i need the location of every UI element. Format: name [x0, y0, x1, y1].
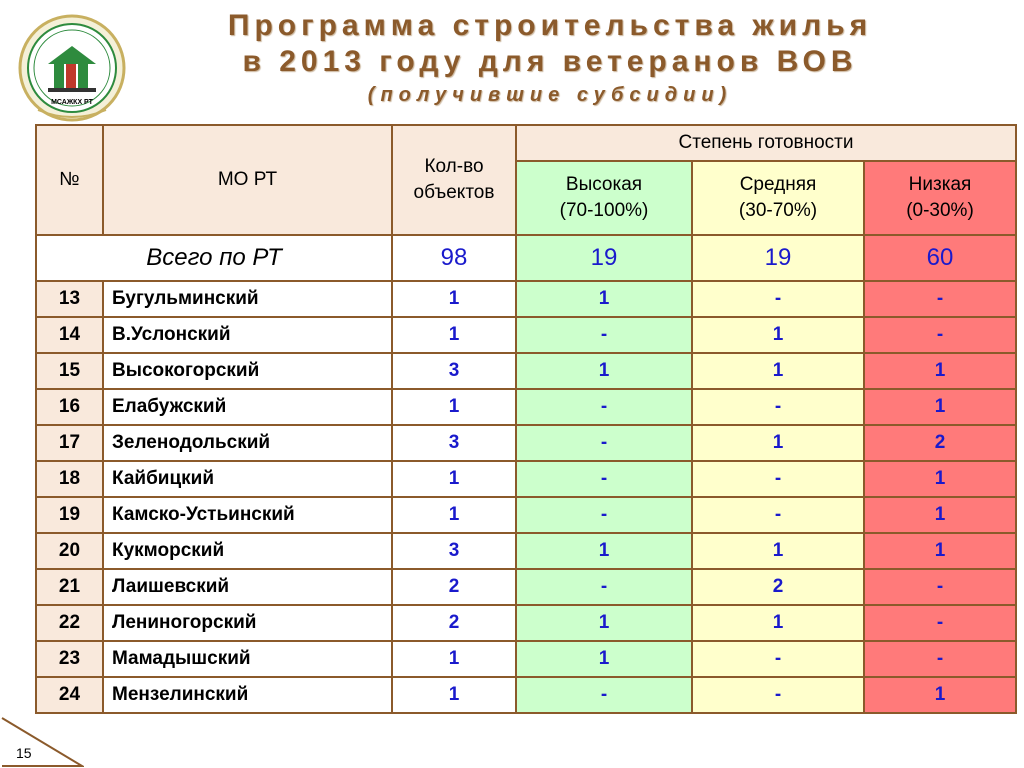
- header-low: [864, 161, 1016, 235]
- row-mid: 1: [692, 533, 864, 569]
- row-low: 2: [864, 425, 1016, 461]
- row-district: В.Услонский: [103, 317, 392, 353]
- row-num: 24: [36, 677, 103, 713]
- row-mid: 1: [692, 353, 864, 389]
- row-high: -: [516, 317, 692, 353]
- header-num: №: [36, 125, 103, 235]
- page-title: [150, 8, 950, 108]
- row-count: 2: [392, 569, 516, 605]
- row-low: 1: [864, 389, 1016, 425]
- table-row: [36, 533, 1016, 569]
- row-num: 20: [36, 533, 103, 569]
- row-district: Лаишевский: [103, 569, 392, 605]
- row-high: -: [516, 497, 692, 533]
- logo-text: МСАЖКХ РТ: [51, 99, 93, 106]
- row-count: 1: [392, 281, 516, 317]
- row-low: -: [864, 317, 1016, 353]
- total-high: 19: [516, 235, 692, 281]
- row-low: -: [864, 605, 1016, 641]
- row-low: 1: [864, 497, 1016, 533]
- header-low-range: (0-30%): [906, 200, 974, 221]
- row-mid: -: [692, 281, 864, 317]
- row-mid: 2: [692, 569, 864, 605]
- header-mid-range: (30-70%): [738, 200, 818, 221]
- row-high: 1: [516, 533, 692, 569]
- page-corner-decoration: [0, 716, 84, 768]
- row-district: Кайбицкий: [103, 461, 392, 497]
- row-num: 18: [36, 461, 103, 497]
- row-count: 1: [392, 641, 516, 677]
- housing-program-table: [35, 124, 1017, 714]
- table-row: [36, 317, 1016, 353]
- row-district: Кукморский: [103, 533, 392, 569]
- header-high: [516, 161, 692, 235]
- row-high: -: [516, 461, 692, 497]
- table-row: [36, 641, 1016, 677]
- table-row: [36, 461, 1016, 497]
- row-low: 1: [864, 353, 1016, 389]
- row-count: 3: [392, 353, 516, 389]
- row-low: -: [864, 281, 1016, 317]
- row-mid: 1: [692, 317, 864, 353]
- row-high: 1: [516, 281, 692, 317]
- row-count: 3: [392, 533, 516, 569]
- header-count: Кол-во объектов: [392, 125, 516, 235]
- total-mid: 19: [692, 235, 864, 281]
- row-count: 1: [392, 497, 516, 533]
- row-count: 3: [392, 425, 516, 461]
- header-mid: [692, 161, 864, 235]
- row-district: Зеленодольский: [103, 425, 392, 461]
- row-count: 1: [392, 677, 516, 713]
- row-num: 22: [36, 605, 103, 641]
- table-row: [36, 605, 1016, 641]
- row-num: 17: [36, 425, 103, 461]
- row-low: 1: [864, 533, 1016, 569]
- ministry-logo: [18, 14, 126, 122]
- table-row: [36, 425, 1016, 461]
- row-mid: -: [692, 461, 864, 497]
- total-count: 98: [392, 235, 516, 281]
- row-num: 13: [36, 281, 103, 317]
- row-num: 14: [36, 317, 103, 353]
- row-mid: -: [692, 641, 864, 677]
- page-number: 15: [16, 745, 32, 761]
- row-mid: -: [692, 389, 864, 425]
- header-readiness: Степень готовности: [516, 125, 1016, 161]
- table-row: [36, 497, 1016, 533]
- row-num: 16: [36, 389, 103, 425]
- row-district: Елабужский: [103, 389, 392, 425]
- row-high: -: [516, 569, 692, 605]
- row-low: 1: [864, 677, 1016, 713]
- total-row: [36, 235, 1016, 281]
- row-count: 1: [392, 389, 516, 425]
- header-low-label: Низкая: [908, 174, 972, 195]
- row-num: 23: [36, 641, 103, 677]
- total-low: 60: [864, 235, 1016, 281]
- total-label: Всего по РТ: [36, 235, 392, 281]
- row-district: Бугульминский: [103, 281, 392, 317]
- table-row: [36, 569, 1016, 605]
- row-low: -: [864, 641, 1016, 677]
- row-mid: -: [692, 677, 864, 713]
- row-count: 2: [392, 605, 516, 641]
- row-high: -: [516, 425, 692, 461]
- row-district: Высокогорский: [103, 353, 392, 389]
- row-low: 1: [864, 461, 1016, 497]
- row-num: 21: [36, 569, 103, 605]
- header-high-label: Высокая: [565, 174, 643, 195]
- header-high-range: (70-100%): [559, 200, 649, 221]
- row-low: -: [864, 569, 1016, 605]
- row-mid: -: [692, 497, 864, 533]
- header-mid-label: Средняя: [739, 174, 817, 195]
- row-high: 1: [516, 605, 692, 641]
- row-high: -: [516, 389, 692, 425]
- row-mid: 1: [692, 605, 864, 641]
- table-row: [36, 389, 1016, 425]
- title-subtitle: (получившие субсидии): [367, 84, 733, 106]
- table-row: [36, 677, 1016, 713]
- row-high: 1: [516, 353, 692, 389]
- row-count: 1: [392, 317, 516, 353]
- row-num: 15: [36, 353, 103, 389]
- row-district: Мензелинский: [103, 677, 392, 713]
- table-row: [36, 281, 1016, 317]
- header-mo: МО РТ: [103, 125, 392, 235]
- row-district: Лениногорский: [103, 605, 392, 641]
- table-row: [36, 353, 1016, 389]
- row-high: -: [516, 677, 692, 713]
- title-line-2: в 2013 году для ветеранов ВОВ: [242, 45, 858, 78]
- row-high: 1: [516, 641, 692, 677]
- row-num: 19: [36, 497, 103, 533]
- title-line-1: Программа строительства жилья: [227, 9, 873, 42]
- row-count: 1: [392, 461, 516, 497]
- row-mid: 1: [692, 425, 864, 461]
- row-district: Мамадышский: [103, 641, 392, 677]
- row-district: Камско-Устьинский: [103, 497, 392, 533]
